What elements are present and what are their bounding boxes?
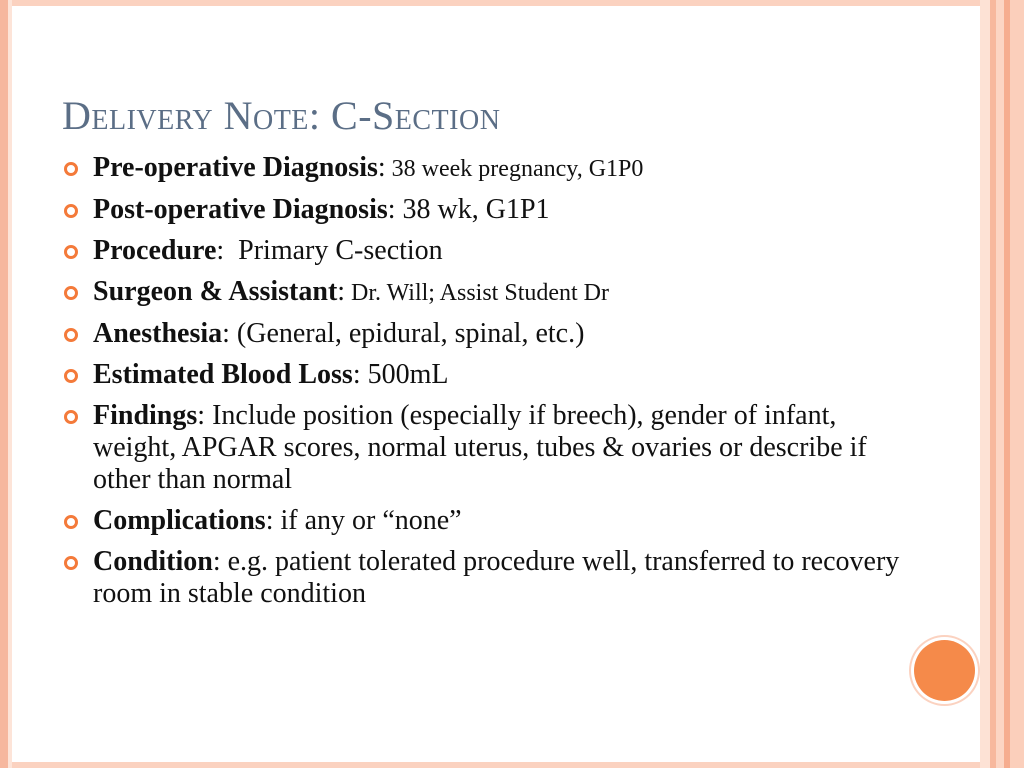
item-label: Pre-operative Diagnosis: [93, 152, 378, 183]
item-separator: :: [377, 152, 386, 183]
item-separator: :: [337, 276, 346, 307]
stripe: [980, 0, 990, 768]
bullet-circle-icon: [64, 286, 78, 300]
item-separator: :: [197, 400, 206, 431]
item-label: Post-operative Diagnosis: [93, 194, 388, 225]
slide-border-bottom: [0, 762, 1024, 768]
item-separator: :: [212, 546, 221, 577]
list-item: [62, 276, 902, 309]
list-item: [62, 400, 902, 496]
slide-border-left: [0, 0, 8, 768]
item-text: 38 wk, G1P1: [395, 194, 550, 225]
item-separator: :: [265, 505, 274, 536]
list-item: [62, 194, 902, 226]
item-separator: :: [387, 194, 396, 225]
list-item: [62, 546, 902, 610]
bullet-list: [62, 152, 902, 619]
bullet-circle-icon: [64, 204, 78, 218]
item-text: Primary C-section: [224, 235, 443, 266]
item-text: if any or “none”: [273, 505, 462, 536]
slide-border-top: [0, 0, 1024, 6]
item-label: Findings: [93, 400, 198, 431]
list-item: [62, 235, 902, 267]
item-label: Complications: [93, 505, 266, 536]
item-text: Include position (especially if breech), gender of infant, weight, APGAR scores, normal uterus, tubes & ovaries or describe if other than normal: [93, 400, 867, 495]
slide-border-left-inner: [8, 0, 12, 768]
list-item: [62, 359, 902, 391]
item-label: Surgeon & Assistant: [93, 276, 338, 307]
item-separator: :: [216, 235, 225, 266]
decorative-circle-icon: [914, 640, 975, 701]
bullet-circle-icon: [64, 162, 78, 176]
bullet-circle-icon: [64, 369, 78, 383]
list-item: [62, 505, 902, 537]
stripe: [1010, 0, 1024, 768]
bullet-circle-icon: [64, 556, 78, 570]
item-label: Condition: [93, 546, 213, 577]
slide-title: Delivery Note: C-Section: [62, 93, 501, 138]
bullet-circle-icon: [64, 410, 78, 424]
item-text: 38 week pregnancy, G1P0: [385, 156, 644, 182]
item-text: (General, epidural, spinal, etc.): [229, 318, 585, 349]
item-text: Dr. Will; Assist Student Dr: [345, 280, 609, 306]
decorative-stripes: [980, 0, 1024, 768]
list-item: [62, 318, 902, 350]
bullet-circle-icon: [64, 245, 78, 259]
stripe: [996, 0, 1004, 768]
item-label: Estimated Blood Loss: [93, 359, 353, 390]
bullet-circle-icon: [64, 515, 78, 529]
item-separator: :: [222, 318, 230, 349]
item-label: Anesthesia: [93, 318, 223, 349]
item-text: e.g. patient tolerated procedure well, transferred to recovery room in stable condition: [93, 546, 900, 609]
item-text: 500mL: [360, 359, 449, 390]
list-item: [62, 152, 902, 185]
item-label: Procedure: [93, 235, 217, 266]
bullet-circle-icon: [64, 328, 78, 342]
item-separator: :: [352, 359, 361, 390]
